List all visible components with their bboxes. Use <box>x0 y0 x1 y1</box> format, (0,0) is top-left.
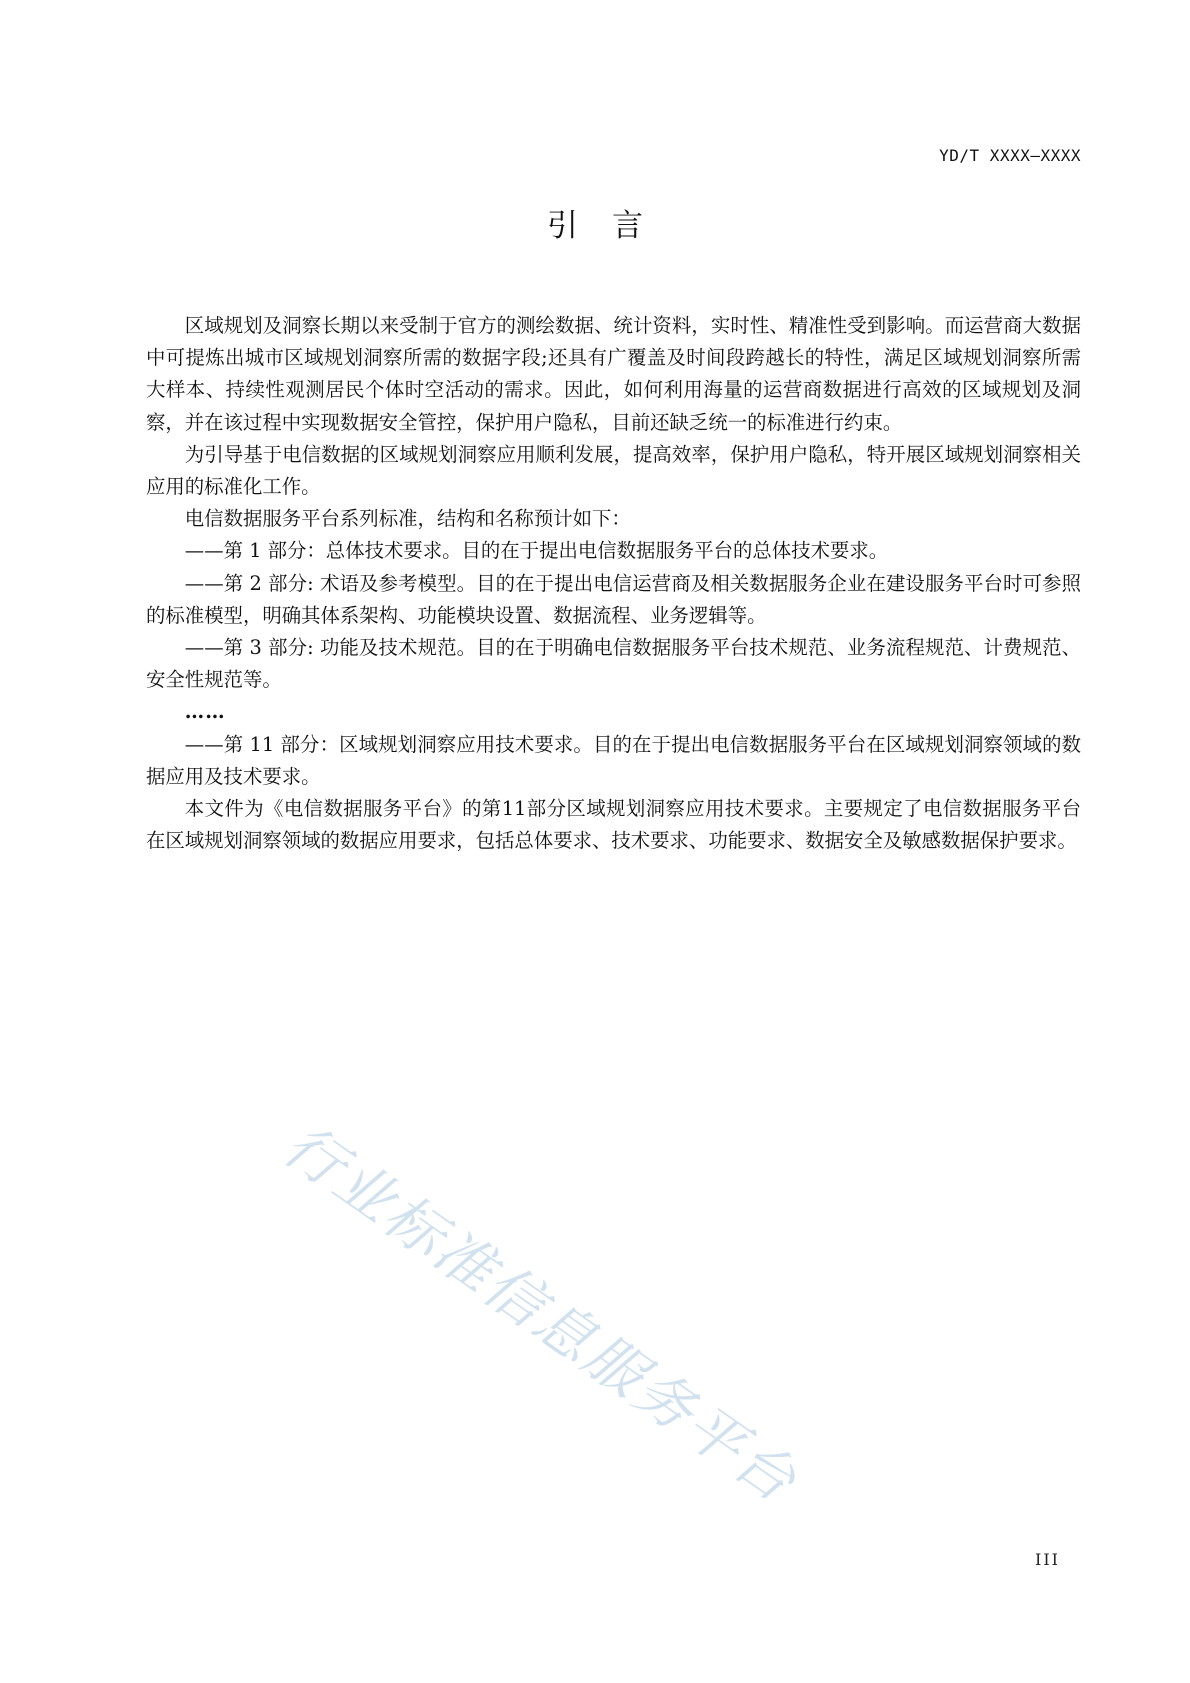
body-text <box>146 310 1081 857</box>
paragraph-series-intro: 电信数据服务平台系列标准，结构和名称预计如下： <box>184 507 631 531</box>
standard-code: YD/T XXXX—XXXX <box>939 146 1081 165</box>
paragraph-background: 区域规划及洞察长期以来受制于官方的测绘数据、统计资料，实时性、精准性受到影响。而运营商大数据中可提炼出城市区域规划洞察所需的数据字段;还具有广覆盖及时间段跨越长的特性，满足区域规划洞察所需大样本、持续性观测居民个体时空活动的需求。因此，如何利用海量的运营商数据进行高效的区域规划及洞察，并在该过程中实现数据安全管控，保护用户隐私，目前还缺乏统一的标准进行约束。 <box>146 314 1081 434</box>
page-number: III <box>1035 1550 1060 1569</box>
paragraph-scope: 本文件为《电信数据服务平台》的第11部分区域规划洞察应用技术要求。主要规定了电信数据服务平台在区域规划洞察领域的数据应用要求，包括总体要求、技术要求、功能要求、数据安全及敏感数据保护要求。 <box>146 797 1081 853</box>
watermark: 行业标准信息服务平台 <box>271 1110 811 1517</box>
list-item-part-11: ——第 11 部分：区域规划洞察应用技术要求。目的在于提出电信数据服务平台在区域规划洞察领域的数据应用及技术要求。 <box>146 732 1081 788</box>
list-item-part-2: ——第 2 部分: 术语及参考模型。目的在于提出电信运营商及相关数据服务企业在建设服务平台时可参照的标准模型，明确其体系架构、功能模块设置、数据流程、业务逻辑等。 <box>146 571 1081 627</box>
paragraph-purpose: 为引导基于电信数据的区域规划洞察应用顺利发展，提高效率，保护用户隐私，特开展区域规划洞察相关应用的标准化工作。 <box>146 442 1081 499</box>
list-item-part-3: ——第 3 部分: 功能及技术规范。目的在于明确电信数据服务平台技术规范、业务流程规范、计费规范、安全性规范等。 <box>146 636 1081 692</box>
page-title: 引言 <box>547 208 677 244</box>
list-item-part-1: ——第 1 部分：总体技术要求。目的在于提出电信数据服务平台的总体技术要求。 <box>184 539 889 563</box>
list-ellipsis: …… <box>184 700 226 724</box>
